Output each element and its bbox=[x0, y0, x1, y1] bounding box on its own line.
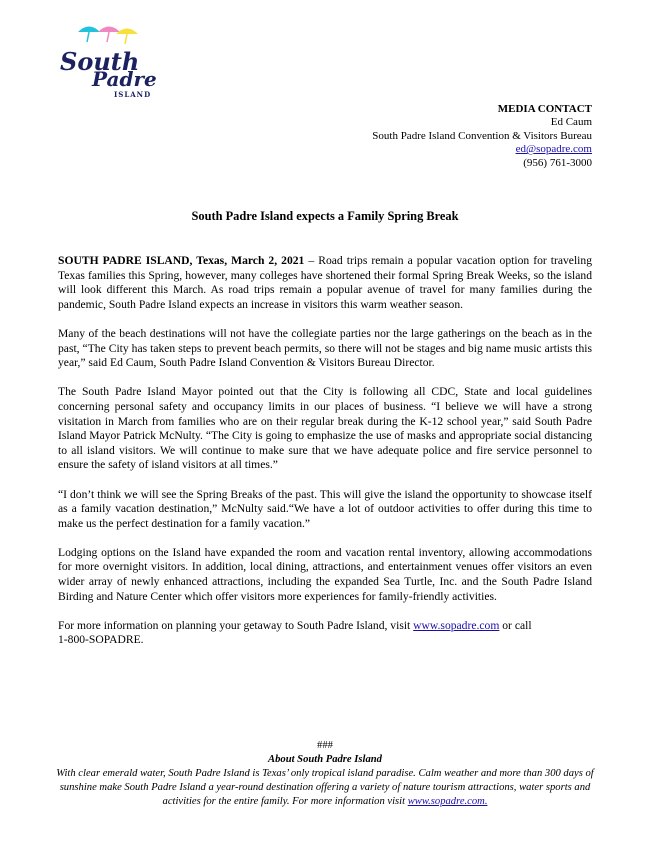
section-marks: ### bbox=[317, 740, 333, 751]
press-release-title: South Padre Island expects a Family Spring Break bbox=[191, 209, 459, 223]
paragraph-3: The South Padre Island Mayor pointed out that the City is following all CDC, State and local guidelines concerning personal safety and occupancy limits in our places of business. “I believe we will have a strong visitation in March from families who are on their regular break during the K-12 school year,” said South Padre Island Mayor Patrick McNulty. “The City is going to emphasize the use of masks and appropriate social distancing to all island visitors. We will continue to make sure that we have adequate police and fire service personnel to ensure the safety of island visitors at all times.” bbox=[58, 385, 592, 472]
south-padre-island-logo bbox=[56, 18, 176, 98]
about-text: With clear emerald water, South Padre Island is Texas’ only tropical island paradise. Calm weather and more than 300 days of sunshine make South Padre Island a year-round destination offering a variety of nature tourism attractions, water sports and activities for the entire family. For more information visit bbox=[56, 768, 594, 807]
media-contact-heading: MEDIA CONTACT bbox=[497, 103, 592, 115]
svg-text:Padre: Padre bbox=[92, 67, 157, 91]
about-section bbox=[40, 739, 610, 809]
phone-number: 1-800-SOPADRE. bbox=[58, 633, 144, 647]
dateline: SOUTH PADRE ISLAND, Texas, March 2, 2021 bbox=[58, 254, 305, 267]
contact-name: Ed Caum bbox=[550, 116, 592, 129]
media-contact bbox=[372, 103, 592, 170]
about-website-link[interactable]: www.sopadre.com. bbox=[407, 796, 488, 807]
contact-phone: (956) 761-3000 bbox=[523, 156, 592, 169]
paragraph-6-call: or call bbox=[499, 618, 532, 632]
about-heading: About South Padre Island bbox=[268, 754, 382, 765]
press-release-body bbox=[58, 254, 592, 663]
sopadre-website-link[interactable]: www.sopadre.com bbox=[413, 618, 500, 632]
contact-organization: South Padre Island Convention & Visitors Bureau bbox=[372, 129, 592, 142]
paragraph-4: “I don’t think we will see the Spring Breaks of the past. This will give the island the opportunity to showcase itself as a family vacation destination,” McNulty said.“We have a lot of outdoor activities to offer during this time to make us the perfect destination for a family vacation.” bbox=[58, 487, 592, 530]
paragraph-6-text: For more information on planning your getaway to South Padre Island, visit bbox=[58, 618, 414, 632]
contact-email-link[interactable]: ed@sopadre.com bbox=[515, 143, 592, 156]
paragraph-5: Lodging options on the Island have expanded the room and vacation rental inventory, allowing accommodations for more overnight visitors. In addition, local dining, attractions, and entertainment venues offer visitors an even wider array of newly enhanced attractions, including the expanded Sea Turtle, Inc. and the South Padre Island Birding and Nature Center which offer visitors more experiences for family-friendly activities. bbox=[58, 545, 592, 603]
paragraph-1 bbox=[58, 254, 592, 312]
svg-text:South: South bbox=[60, 47, 140, 76]
paragraph-1-text: – Road trips remain a popular vacation option for traveling Texas families this Spring, however, many colleges have shortened their formal Spring Break Weeks, so the island will look different this March. As road trips remain a popular avenue of travel for many families during the pandemic, South Padre Island expects an increase in visitors this warm weather season. bbox=[58, 254, 592, 311]
paragraph-2: Many of the beach destinations will not have the collegiate parties nor the large gatherings on the beach as in the past, “The City has taken steps to prevent beach permits, so there will not be stages and big name music artists this year,” said Ed Caum, South Padre Island Convention & Visitors Bureau Director. bbox=[58, 326, 592, 370]
svg-text:ISLAND: ISLAND bbox=[114, 90, 152, 98]
paragraph-6 bbox=[58, 619, 592, 648]
